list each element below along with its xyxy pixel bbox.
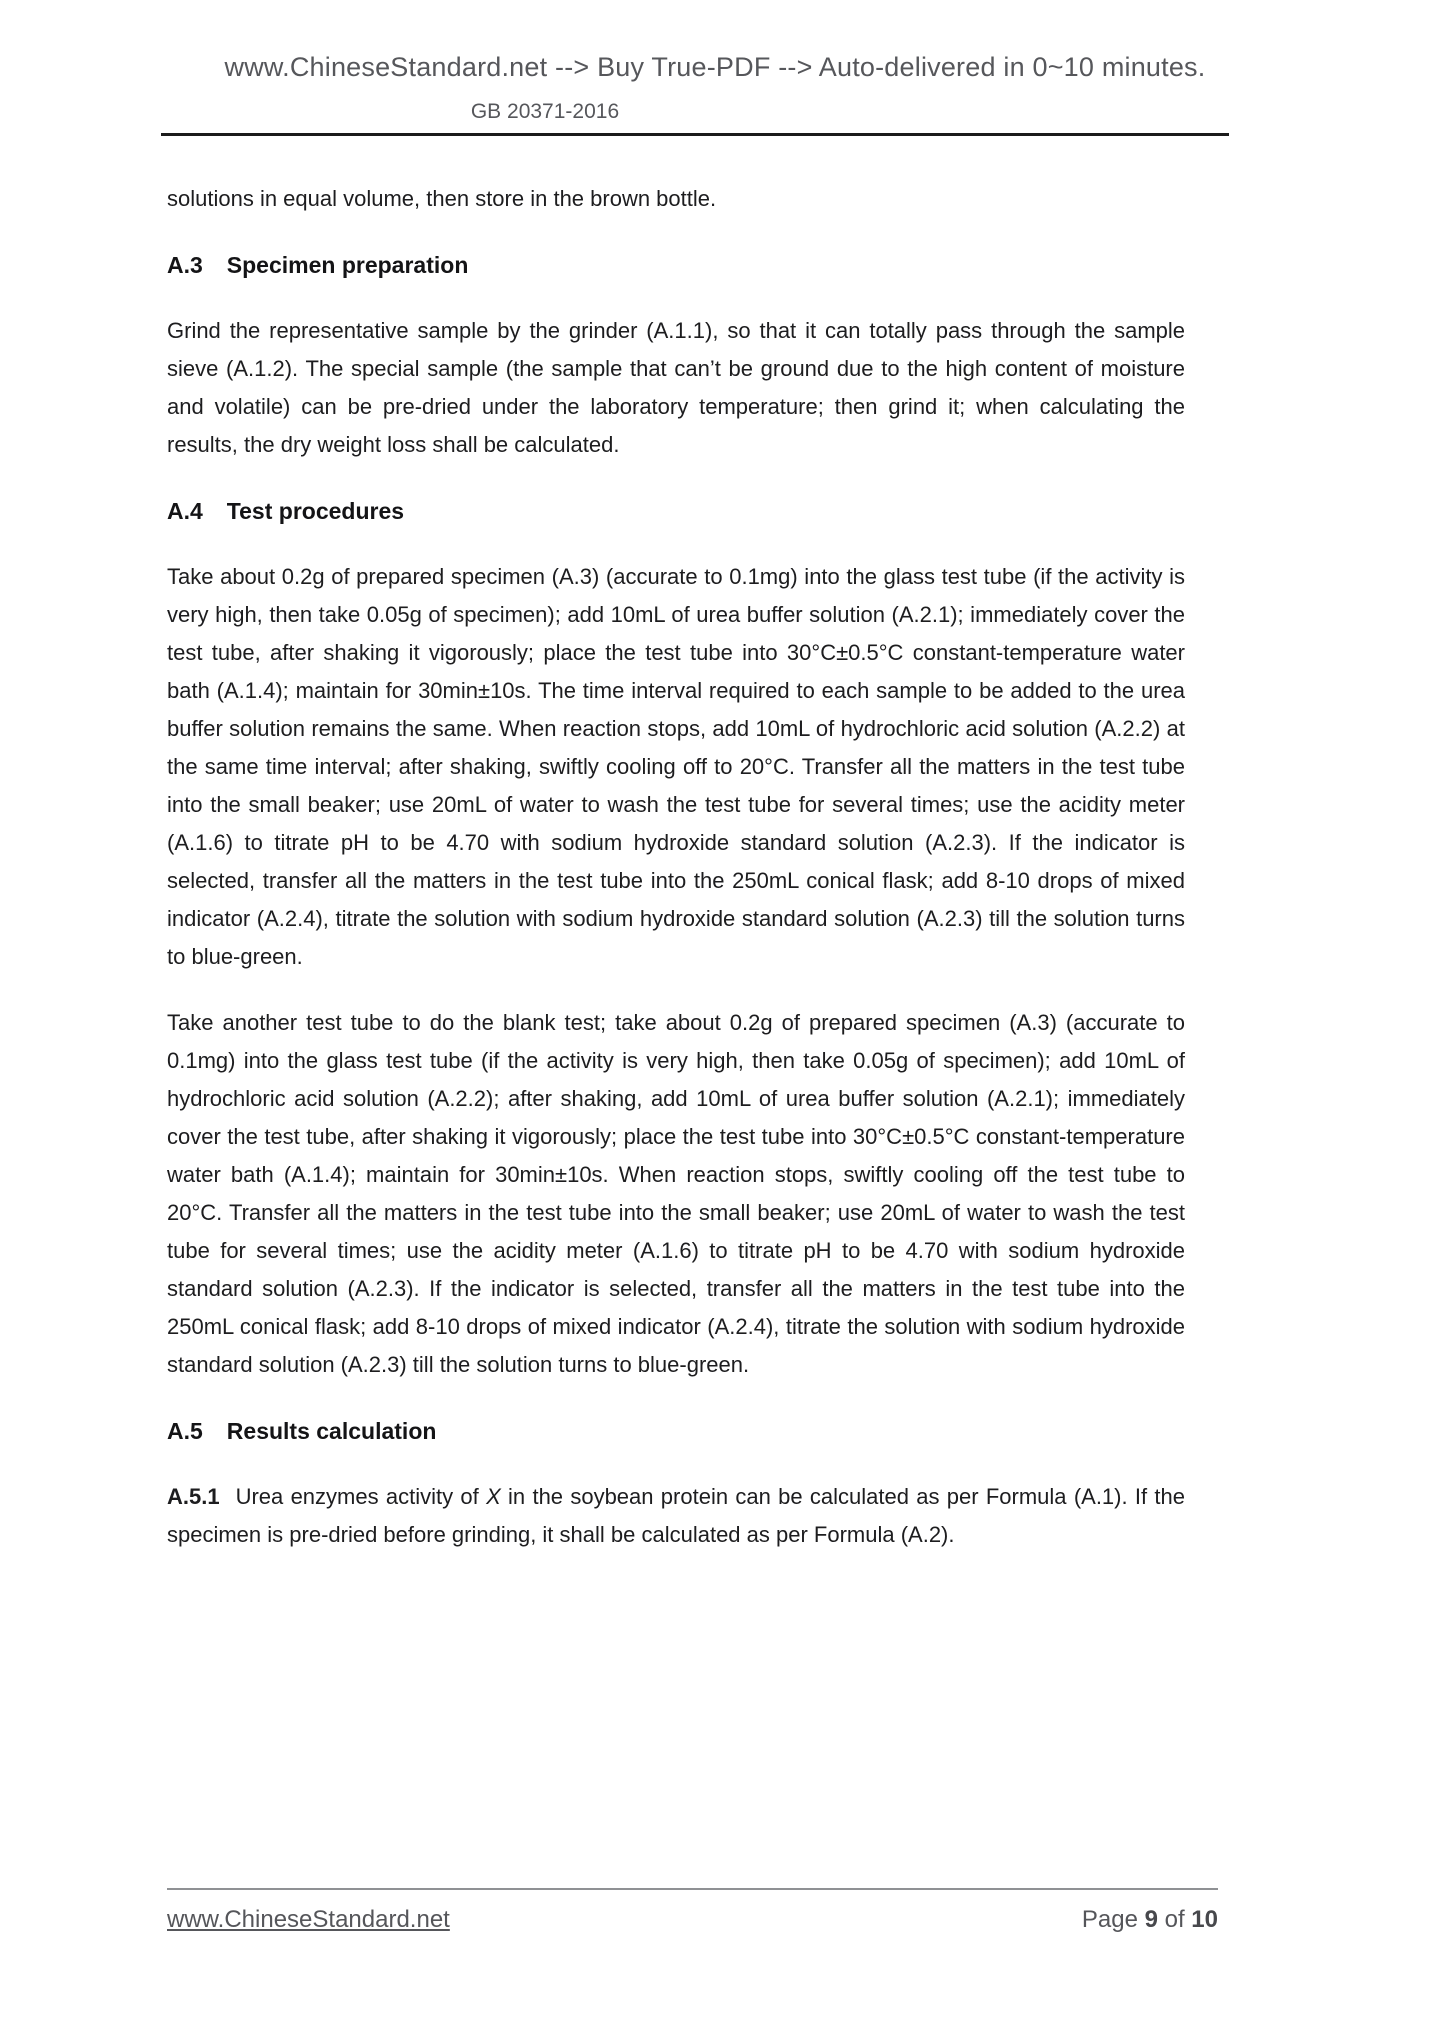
intro-paragraph: solutions in equal volume, then store in the brown bottle. [167, 186, 717, 211]
page-word: Page [1081, 1906, 1145, 1933]
footer-rule [167, 1888, 1218, 1890]
page-current: 9 [1144, 1906, 1158, 1933]
footer-site-link[interactable]: www.ChineseStandard.net [167, 1906, 450, 1933]
clause-number: A.5.1 [167, 1484, 220, 1509]
section-title: Specimen preparation [226, 252, 469, 278]
section-heading-a3 [167, 246, 1185, 284]
section-title: Test procedures [226, 498, 405, 524]
section-number: A.3 [167, 252, 203, 278]
paragraph-a4-blank-test: Take another test tube to do the blank test; take about 0.2g of prepared specimen (A.3) (accurate to 0.1mg) into the glass test tube (if the activity is very high, then take 0.05g of specimen); add 10mL of hydrochloric acid solution (A.2.2); after shaking, add 10mL of urea buffer solution (A.2.1); immediately cover the test tube, after shaking it vigorously; place the test tube into 30°C±0.5°C constant-temperature water bath (A.1.4); maintain for 30min±10s. When reaction stops, swiftly cooling off the test tube to 20°C. Transfer all the matters in the test tube into the small beaker; use 20mL of water to wash the test tube for several times; use the acidity meter (A.1.6) to titrate pH to be 4.70 with sodium hydroxide standard solution (A.2.3). If the indicator is selected, transfer all the matters in the test tube into the 250mL conical flask; add 8-10 drops of mixed indicator (A.2.4), titrate the solution with sodium hydroxide standard solution (A.2.3) till the solution turns to blue-green. [167, 1010, 1185, 1377]
footer [167, 1906, 1218, 1934]
section-title: Results calculation [226, 1418, 437, 1444]
section-number: A.5 [167, 1418, 203, 1444]
section-heading-a4 [167, 492, 1185, 530]
of-word: of [1157, 1906, 1192, 1933]
clause-text-before: Urea enzymes activity of [235, 1484, 487, 1509]
header-rule [161, 133, 1229, 136]
section-number: A.4 [167, 498, 203, 524]
section-heading-a5 [167, 1412, 1185, 1450]
doc-code: GB 20371-2016 [470, 100, 620, 123]
page-total: 10 [1191, 1906, 1218, 1933]
variable-x: X [486, 1484, 501, 1509]
document-body [167, 180, 1185, 1582]
paragraph-a4-procedure: Take about 0.2g of prepared specimen (A.3) (accurate to 0.1mg) into the glass test tube (if the activity is very high, then take 0.05g of specimen); add 10mL of urea buffer solution (A.2.1); immediately cover the test tube, after shaking it vigorously; place the test tube into 30°C±0.5°C constant-temperature water bath (A.1.4); maintain for 30min±10s. The time interval required to each sample to be added to the urea buffer solution remains the same. When reaction stops, add 10mL of hydrochloric acid solution (A.2.2) at the same time interval; after shaking, swiftly cooling off to 20°C. Transfer all the matters in the test tube into the small beaker; use 20mL of water to wash the test tube for several times; use the acidity meter (A.1.6) to titrate pH to be 4.70 with sodium hydroxide standard solution (A.2.3). If the indicator is selected, transfer all the matters in the test tube into the 250mL conical flask; add 8-10 drops of mixed indicator (A.2.4), titrate the solution with sodium hydroxide standard solution (A.2.3) till the solution turns to blue-green. [167, 564, 1185, 969]
paragraph-a3: Grind the representative sample by the grinder (A.1.1), so that it can totally pass through the sample sieve (A.1.2). The special sample (the sample that can’t be ground due to the high content of moisture and volatile) can be pre-dried under the laboratory temperature; then grind it; when calculating the results, the dry weight loss shall be calculated. [167, 318, 1185, 457]
clause-text-after: in the soybean protein can be calculated as per Formula (A.1). If the specimen is pre-dried before grinding, it shall be calculated as per Formula (A.2). [167, 1484, 1185, 1547]
page-indicator [1082, 1906, 1218, 1934]
header-banner: www.ChineseStandard.net --> Buy True-PDF --> Auto-delivered in 0~10 minutes. [224, 52, 1206, 82]
paragraph-a5-1 [167, 1478, 1185, 1554]
